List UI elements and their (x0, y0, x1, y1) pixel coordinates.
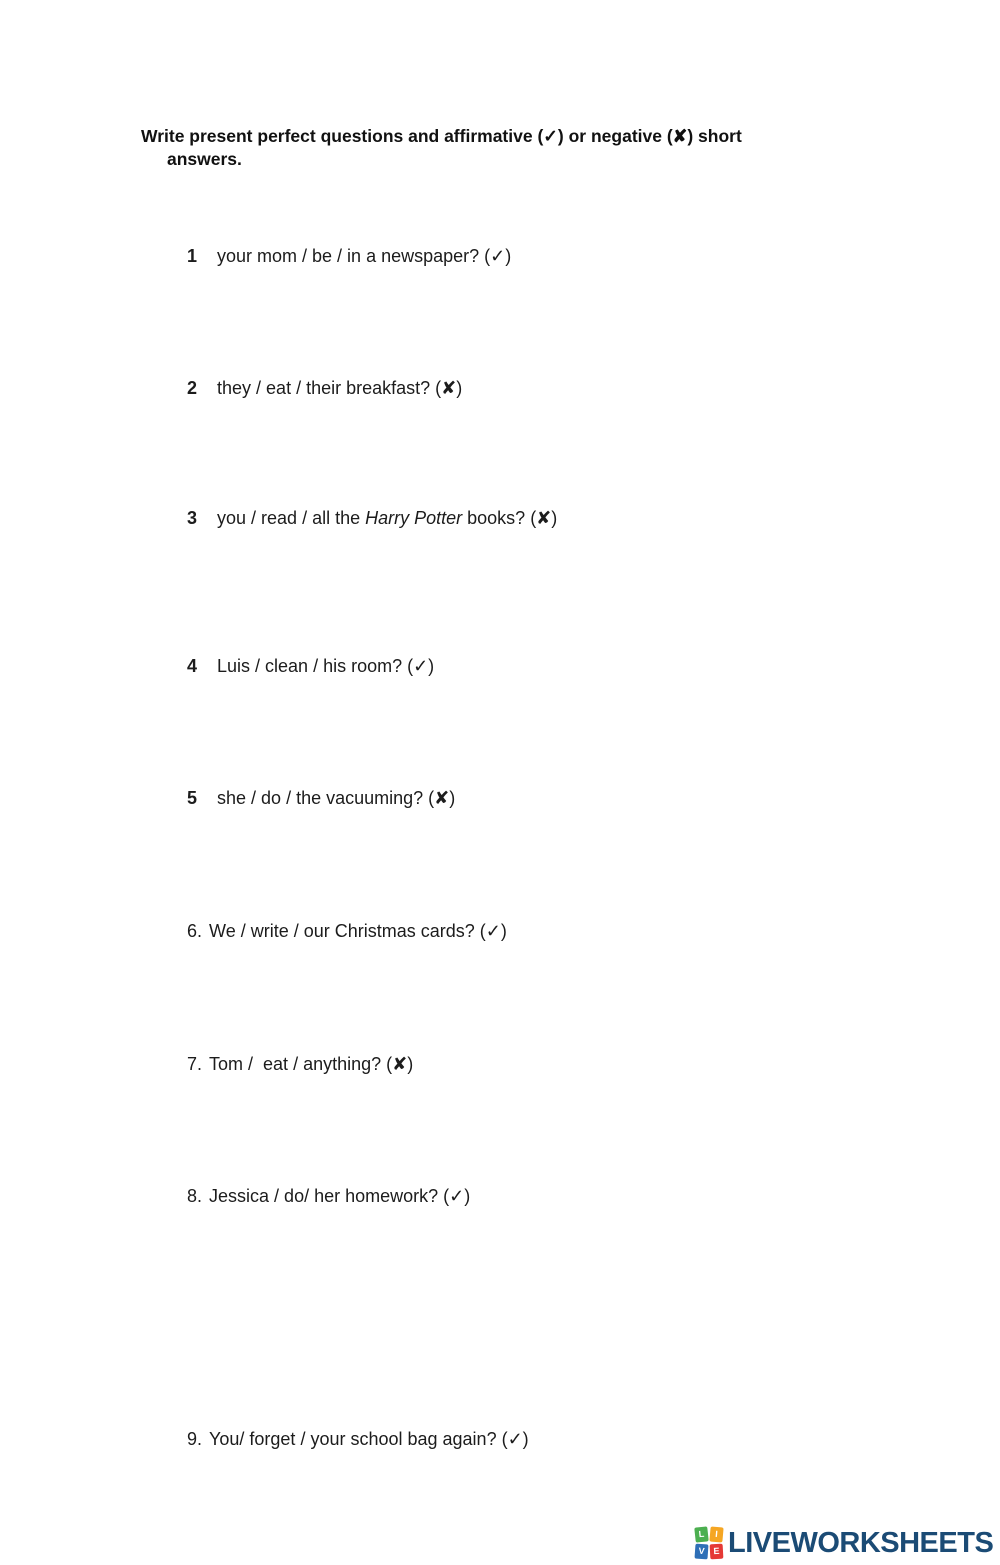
item-2-number: 2 (187, 378, 198, 398)
exercise-item-5 (167, 762, 947, 834)
item-8-answer-mark: (✓) (443, 1186, 471, 1206)
item-4-answer-mark: (✓) (407, 656, 435, 676)
liveworksheets-wordmark: LIVEWORKSHEETS (728, 1526, 994, 1559)
logo-square-e: E (710, 1544, 724, 1560)
exercise-item-3 (167, 482, 947, 554)
item-2-answer-mark: (✘) (435, 378, 463, 398)
exercise-item-8 (167, 1160, 947, 1232)
logo-square-v: V (694, 1544, 708, 1560)
exercise-instructions (141, 125, 881, 171)
item-3-italic: Harry Potter (365, 508, 463, 528)
exercise-item-9 (167, 1403, 947, 1475)
item-1-number: 1 (187, 246, 198, 266)
logo-square-i: I (709, 1526, 723, 1542)
item-5-number: 5 (187, 788, 198, 808)
exercise-item-4 (167, 630, 947, 702)
item-3-number: 3 (187, 508, 198, 528)
item-5-text: she / do / the vacuuming? (217, 788, 429, 808)
exercise-item-1 (167, 220, 947, 292)
item-7-number: 7. (187, 1054, 203, 1074)
instructions-line-1: Write present perfect questions and affirmative (✓) or negative (✘) short (141, 126, 742, 146)
item-9-text: You/ forget / your school bag again? (209, 1429, 502, 1449)
exercise-item-2 (167, 352, 947, 424)
item-4-number: 4 (187, 656, 198, 676)
item-3-answer-mark: (✘) (530, 508, 558, 528)
item-2-text: they / eat / their breakfast? (217, 378, 436, 398)
item-5-answer-mark: (✘) (428, 788, 456, 808)
item-7-text: Tom / eat / anything? (209, 1054, 387, 1074)
item-8-number: 8. (187, 1186, 203, 1206)
item-6-answer-mark: (✓) (479, 921, 507, 941)
logo-square-l: L (694, 1526, 708, 1542)
instructions-line-2: answers. (167, 149, 242, 169)
exercise-item-7 (167, 1028, 947, 1100)
item-1-answer-mark: (✓) (484, 246, 512, 266)
exercise-item-6 (167, 895, 947, 967)
item-3-text-after: books? (462, 508, 531, 528)
item-9-answer-mark: (✓) (501, 1429, 529, 1449)
item-3-text: you / read / all the (217, 508, 366, 528)
item-4-text: Luis / clean / his room? (217, 656, 408, 676)
item-9-number: 9. (187, 1429, 203, 1449)
item-1-text: your mom / be / in a newspaper? (217, 246, 485, 266)
liveworksheets-logo-icon (695, 1527, 723, 1559)
item-8-text: Jessica / do/ her homework? (209, 1186, 444, 1206)
item-7-answer-mark: (✘) (386, 1054, 414, 1074)
item-6-text: We / write / our Christmas cards? (209, 921, 480, 941)
liveworksheets-logo[interactable] (695, 1524, 993, 1562)
item-6-number: 6. (187, 921, 203, 941)
